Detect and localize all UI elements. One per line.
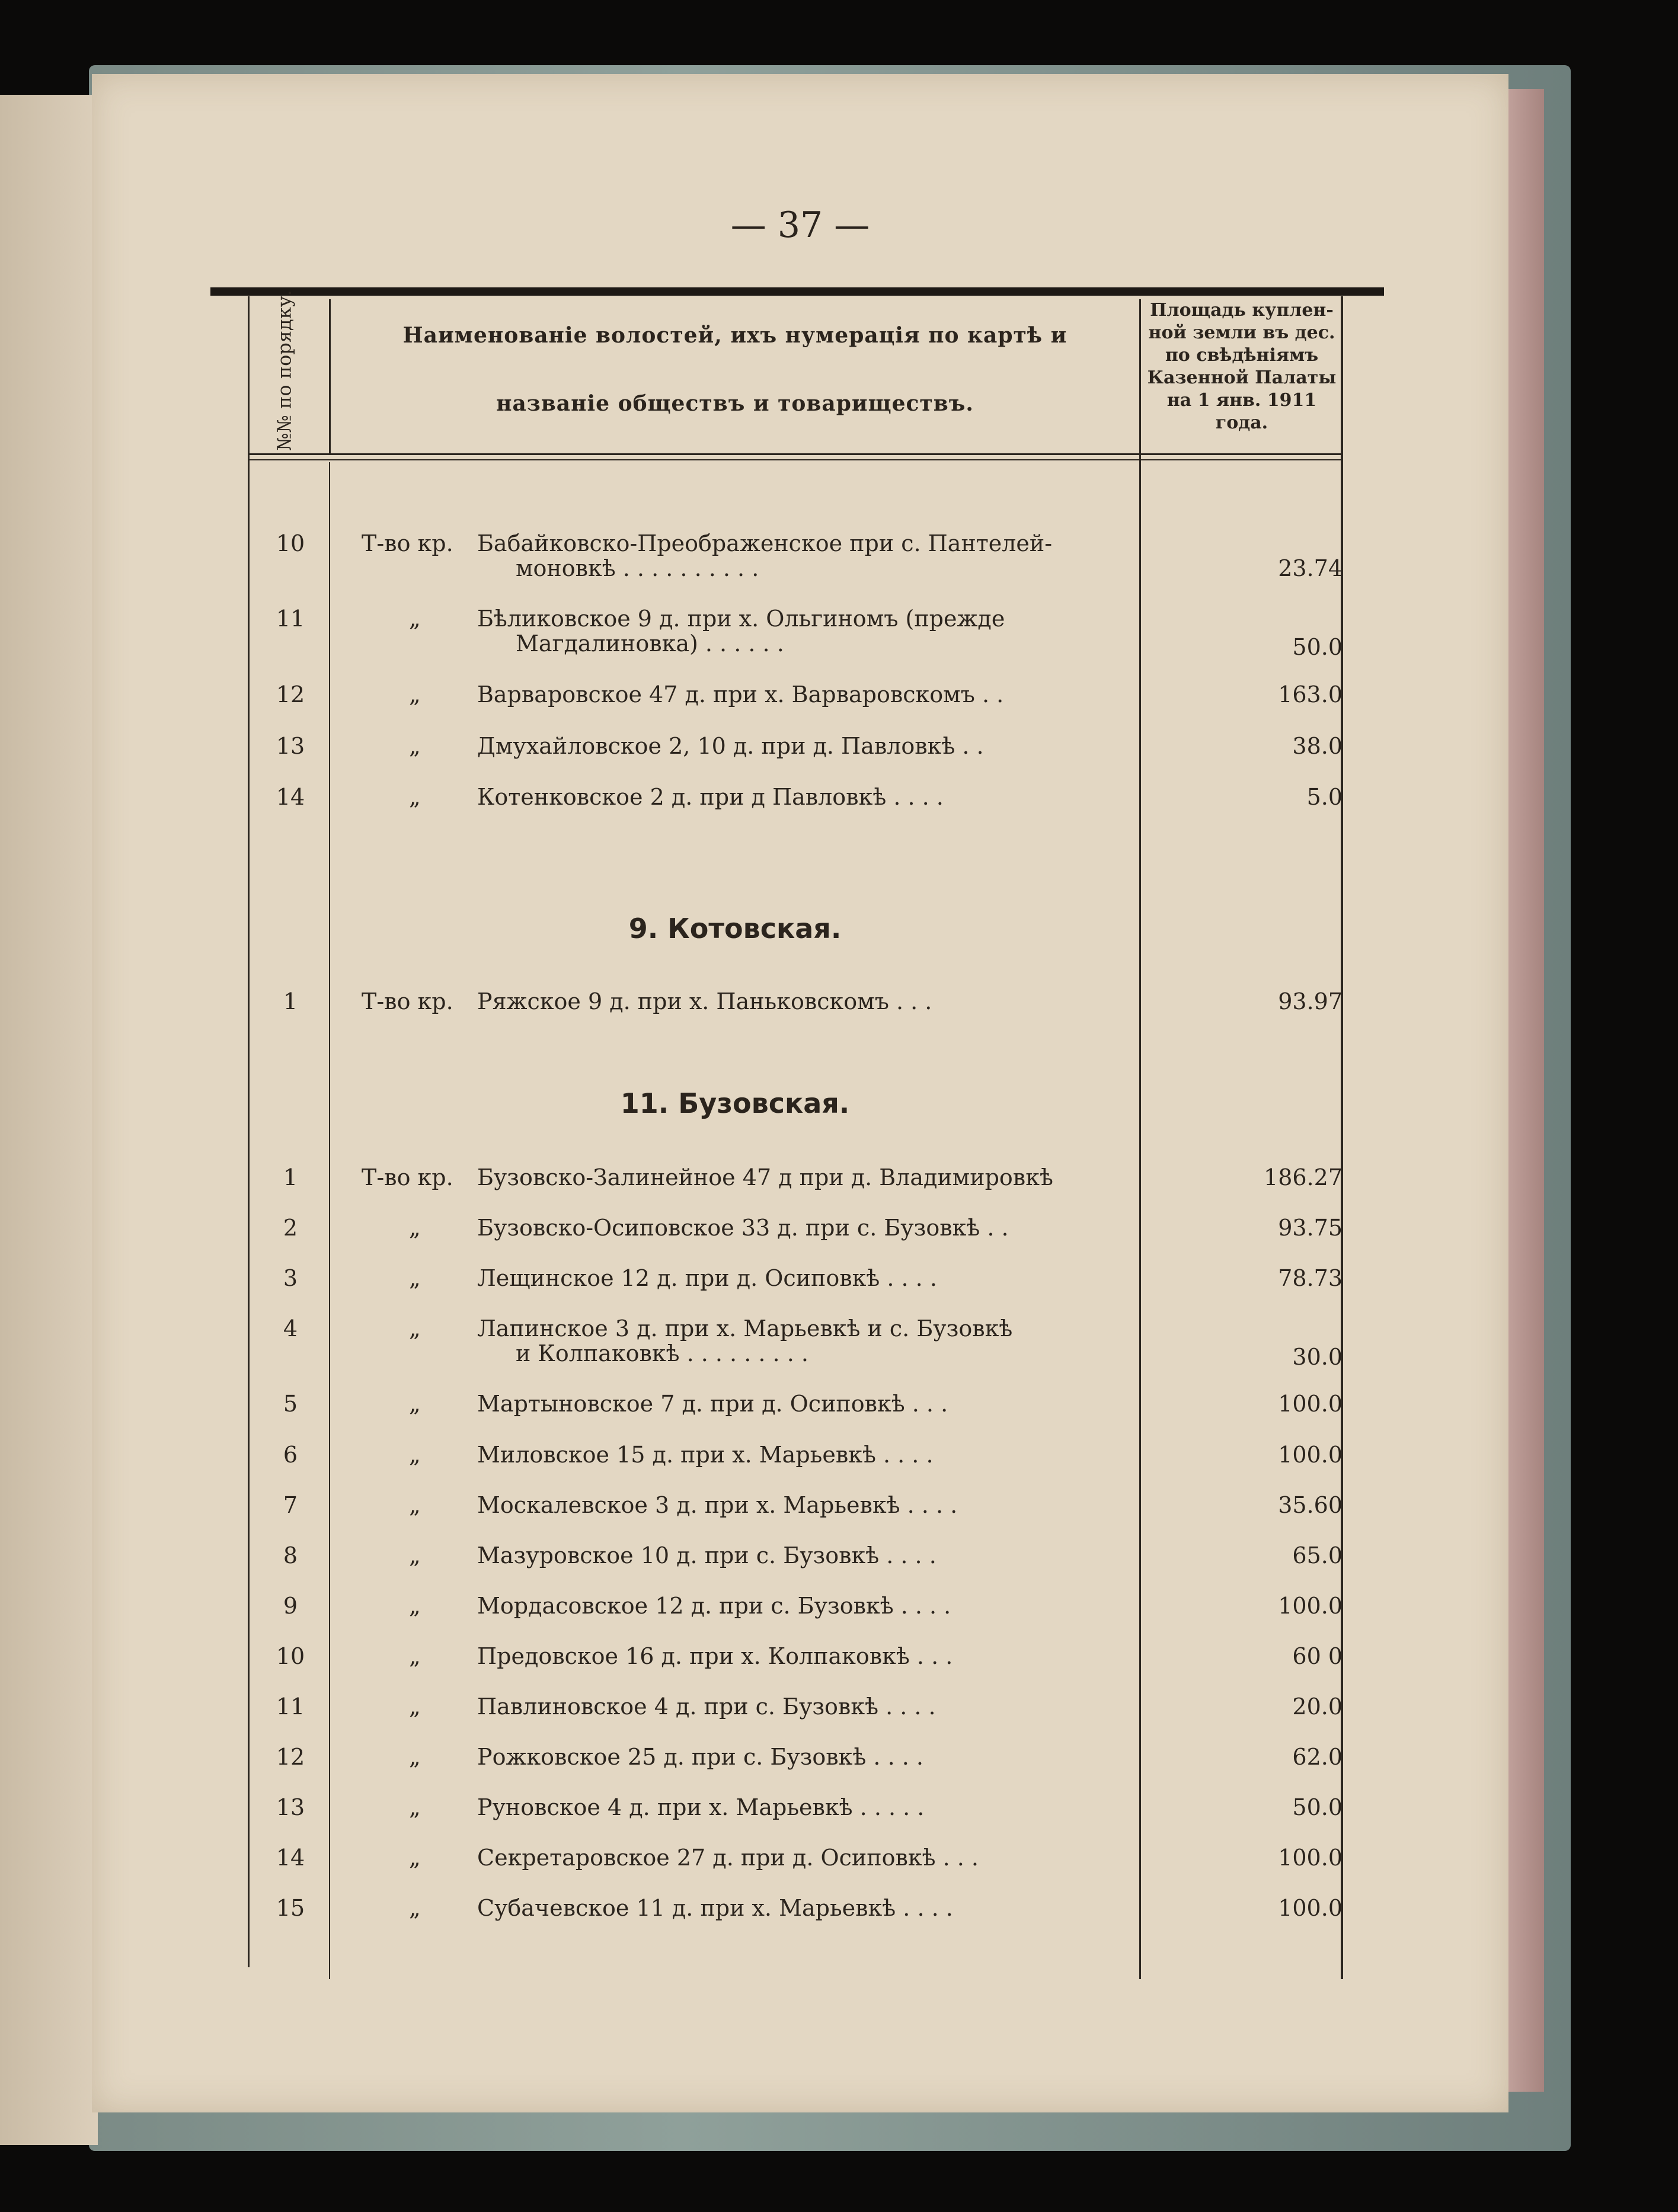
- row-number: 14: [276, 1845, 305, 1871]
- row-name: Бѣликовское 9 д. при х. Ольгиномъ (прежде: [477, 606, 1005, 632]
- row-area: 93.75: [1278, 1215, 1343, 1241]
- row-area: 100.0: [1278, 1845, 1343, 1871]
- header-area-line: Площадь куплен-: [1150, 300, 1334, 321]
- table-row: [249, 1391, 1343, 1438]
- row-area: 35.60: [1278, 1492, 1343, 1518]
- row-name: Бузовско-Осиповское 33 д. при с. Бузовкѣ . .: [477, 1215, 1009, 1241]
- row-prefix: Т-во кр.: [362, 1164, 453, 1190]
- row-name: Котенковское 2 д. при д Павловкѣ . . . .: [477, 784, 944, 810]
- row-prefix: „: [409, 1643, 421, 1669]
- section-title: 11. Бузовская.: [620, 1087, 850, 1119]
- row-prefix: „: [409, 1794, 421, 1820]
- table-row: [249, 1895, 1343, 1942]
- row-number: 8: [283, 1542, 298, 1568]
- row-prefix: Т-во кр.: [362, 988, 453, 1014]
- table-row: [249, 1215, 1343, 1262]
- header-num-column: [240, 290, 329, 451]
- row-number: 7: [283, 1492, 298, 1518]
- row-name: Рожковское 25 д. при с. Бузовкѣ . . . .: [477, 1744, 923, 1770]
- row-area: 30.0: [1292, 1344, 1343, 1370]
- table-row: [249, 1845, 1343, 1892]
- row-number: 13: [276, 733, 305, 759]
- row-prefix: Т-во кр.: [362, 530, 453, 556]
- row-prefix: „: [409, 1694, 421, 1720]
- row-number: 11: [276, 1694, 305, 1720]
- table-row: [249, 1315, 1343, 1370]
- row-prefix: „: [409, 1542, 421, 1568]
- row-name: Бузовско-Залинейное 47 д при д. Владимировкѣ: [477, 1164, 1053, 1190]
- header-area-line: ной земли въ дес.: [1148, 322, 1335, 343]
- row-area: 163.0: [1278, 681, 1343, 708]
- table-row: [249, 1442, 1343, 1489]
- table-row: [249, 1744, 1343, 1791]
- page-number: — 37 —: [730, 204, 870, 246]
- header-thick-rule: [210, 287, 1384, 296]
- row-number: 2: [283, 1215, 298, 1241]
- header-name-line2: названіе обществъ и товариществъ.: [496, 391, 974, 416]
- header-bottom-line: [249, 453, 1343, 455]
- row-area: 65.0: [1292, 1542, 1343, 1568]
- row-name: Мазуровское 10 д. при с. Бузовкѣ . . . .: [477, 1542, 937, 1568]
- row-area: 100.0: [1278, 1391, 1343, 1417]
- table-row: [249, 733, 1343, 780]
- row-name: Варваровское 47 д. при х. Варваровскомъ . .: [477, 681, 1004, 708]
- row-prefix: „: [409, 606, 421, 632]
- row-number: 12: [276, 1744, 305, 1770]
- row-name: Предовское 16 д. при х. Колпаковкѣ . . .: [477, 1643, 953, 1669]
- table-row: [249, 1164, 1343, 1212]
- row-name-cont: моновкѣ . . . . . . . . . .: [516, 555, 759, 581]
- table-row: [249, 530, 1343, 581]
- row-name: Дмухайловское 2, 10 д. при д. Павловкѣ . .: [477, 733, 984, 759]
- row-name: Субачевское 11 д. при х. Марьевкѣ . . . .: [477, 1895, 953, 1921]
- row-number: 9: [283, 1593, 298, 1619]
- row-area: 50.0: [1292, 1794, 1343, 1820]
- row-number: 3: [283, 1265, 298, 1291]
- row-area: 23.74: [1278, 555, 1343, 581]
- row-prefix: „: [409, 1845, 421, 1871]
- row-area: 100.0: [1278, 1593, 1343, 1619]
- table-row: [249, 1542, 1343, 1590]
- row-number: 1: [283, 988, 298, 1014]
- row-name: Ряжское 9 д. при х. Паньковскомъ . . .: [477, 988, 932, 1014]
- row-name: Секретаровское 27 д. при д. Осиповкѣ . . .: [477, 1845, 979, 1871]
- row-name: Мартыновское 7 д. при д. Осиповкѣ . . .: [477, 1391, 948, 1417]
- table-row: [249, 784, 1343, 831]
- num-column-divider: [329, 299, 331, 453]
- row-prefix: „: [409, 1895, 421, 1921]
- row-prefix: „: [409, 1215, 421, 1241]
- header-area-line: на 1 янв. 1911: [1166, 390, 1317, 411]
- row-name: Лещинское 12 д. при д. Осиповкѣ . . . .: [477, 1265, 937, 1291]
- table-row: [249, 1643, 1343, 1691]
- table-row: [249, 1492, 1343, 1539]
- row-prefix: „: [409, 1593, 421, 1619]
- row-area: 186.27: [1264, 1164, 1343, 1190]
- row-prefix: „: [409, 1744, 421, 1770]
- table-row: [249, 1265, 1343, 1313]
- row-name: Руновское 4 д. при х. Марьевкѣ . . . . .: [477, 1794, 925, 1820]
- row-name: Миловское 15 д. при х. Марьевкѣ . . . .: [477, 1442, 934, 1468]
- row-number: 10: [276, 1643, 305, 1669]
- header-area-line: Казенной Палаты: [1147, 367, 1337, 388]
- header-num-label: №№ по порядку.: [273, 290, 296, 451]
- row-number: 14: [276, 784, 305, 810]
- row-number: 13: [276, 1794, 305, 1820]
- row-number: 1: [283, 1164, 298, 1190]
- row-prefix: „: [409, 784, 421, 810]
- row-prefix: „: [409, 1442, 421, 1468]
- row-area: 60 0: [1292, 1643, 1343, 1669]
- row-area: 100.0: [1278, 1442, 1343, 1468]
- row-area: 62.0: [1292, 1744, 1343, 1770]
- row-prefix: „: [409, 1391, 421, 1417]
- endpaper-edge: [1503, 89, 1544, 2092]
- row-area: 100.0: [1278, 1895, 1343, 1921]
- row-prefix: „: [409, 1492, 421, 1518]
- row-area: 93.97: [1278, 988, 1343, 1014]
- table-row: [249, 1794, 1343, 1842]
- row-number: 6: [283, 1442, 298, 1468]
- row-prefix: „: [409, 1315, 421, 1342]
- row-name: Мордасовское 12 д. при с. Бузовкѣ . . . .: [477, 1593, 951, 1619]
- header-bottom-line-2: [249, 459, 1343, 460]
- row-number: 4: [283, 1315, 298, 1342]
- row-name: Лапинское 3 д. при х. Марьевкѣ и с. Бузовкѣ: [477, 1315, 1013, 1342]
- row-number: 12: [276, 681, 305, 708]
- row-number: 10: [276, 530, 305, 556]
- table-row: [249, 1593, 1343, 1640]
- row-prefix: „: [409, 733, 421, 759]
- row-prefix: „: [409, 1265, 421, 1291]
- table-row: [249, 1694, 1343, 1741]
- row-area: 78.73: [1278, 1265, 1343, 1291]
- table-row: [249, 681, 1343, 729]
- row-name-cont: Магдалиновка) . . . . . .: [516, 630, 784, 657]
- row-prefix: „: [409, 681, 421, 708]
- row-number: 11: [276, 606, 305, 632]
- row-number: 15: [276, 1895, 305, 1921]
- table-row: [249, 606, 1343, 660]
- row-name: Павлиновское 4 д. при с. Бузовкѣ . . . .: [477, 1694, 936, 1720]
- header-area-line: по свѣдѣніямъ: [1165, 345, 1319, 366]
- row-area: 38.0: [1292, 733, 1343, 759]
- header-area-line: года.: [1215, 412, 1268, 433]
- row-area: 50.0: [1292, 634, 1343, 660]
- table-row: [249, 988, 1343, 1036]
- header-area-column: [1141, 299, 1343, 434]
- row-name-cont: и Колпаковкѣ . . . . . . . . .: [516, 1340, 808, 1366]
- section-title: 9. Котовская.: [628, 913, 842, 945]
- row-number: 5: [283, 1391, 298, 1417]
- row-name: Бабайковско-Преображенское при с. Пантелей-: [477, 530, 1053, 556]
- row-name: Москалевское 3 д. при х. Марьевкѣ . . . .: [477, 1492, 958, 1518]
- row-area: 5.0: [1306, 784, 1343, 810]
- previous-page-edge: [0, 95, 98, 2145]
- header-name-line1: Наименованіе волостей, ихъ нумерація по картѣ и: [402, 323, 1067, 348]
- row-area: 20.0: [1292, 1694, 1343, 1720]
